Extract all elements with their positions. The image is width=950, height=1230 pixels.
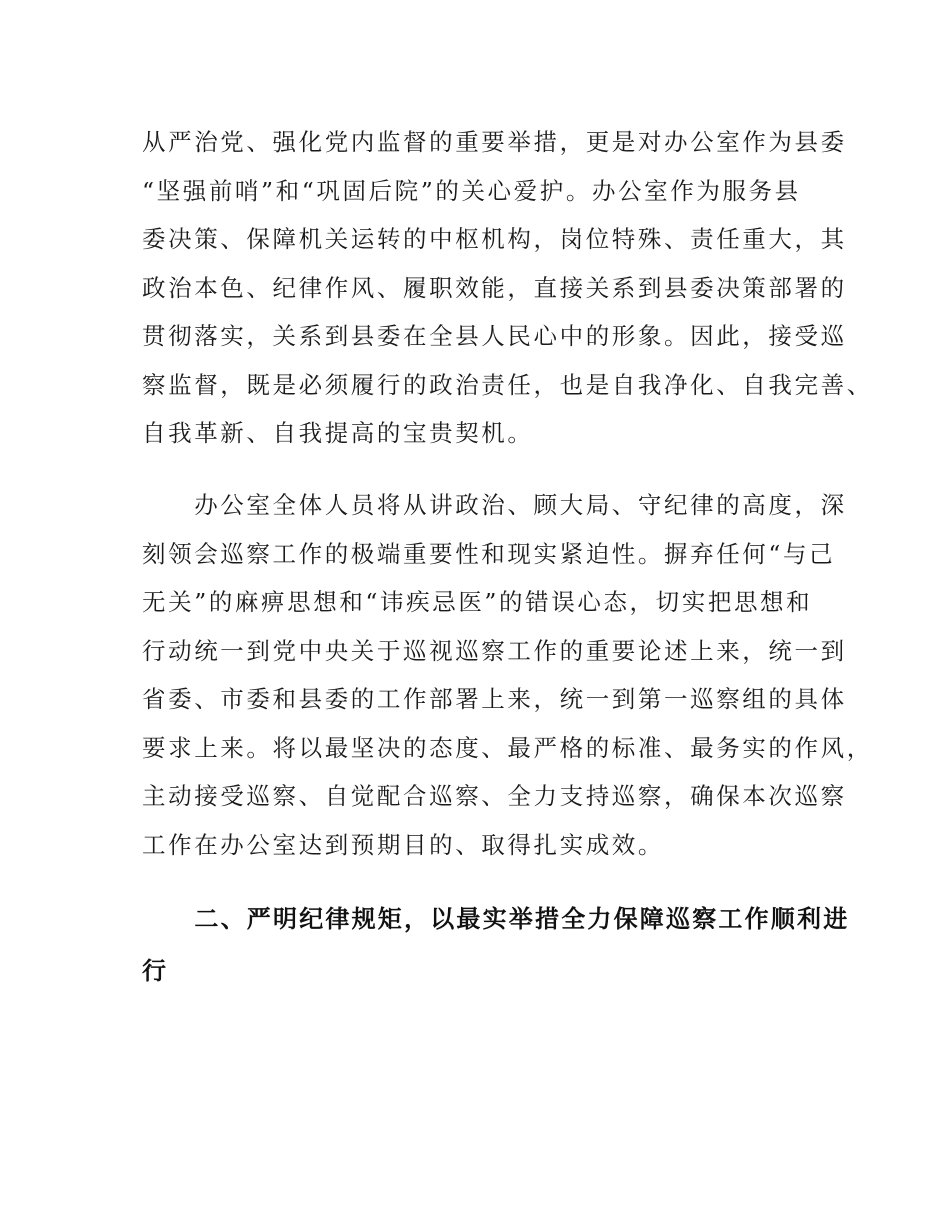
paragraph-line: 委决策、保障机关运转的中枢机构，岗位特殊、责任重大，其 xyxy=(142,225,847,253)
paragraph-line: 主动接受巡察、自觉配合巡察、全力支持巡察，确保本次巡察 xyxy=(142,782,847,810)
heading-line: 二、严明纪律规矩，以最实举措全力保障巡察工作顺利进 xyxy=(142,905,850,933)
paragraph-2 xyxy=(142,481,873,869)
paragraph-line: 行动统一到党中央关于巡视巡察工作的重要论述上来，统一到 xyxy=(142,636,847,665)
paragraph-line: 省委、市委和县委的工作部署上来，统一到第一巡察组的具体 xyxy=(142,685,847,713)
paragraph-line: “坚强前哨”和“巩固后院”的关心爱护。办公室作为服务县 xyxy=(142,176,801,205)
paragraph-1 xyxy=(142,118,873,458)
paragraph-line: 贯彻落实，关系到县委在全县人民心中的形象。因此，接受巡 xyxy=(142,322,847,350)
paragraph-line: 察监督，既是必须履行的政治责任，也是自我净化、自我完善、 xyxy=(142,370,873,399)
paragraph-line: 从严治党、强化党内监督的重要举措，更是对办公室作为县委 xyxy=(142,128,847,156)
paragraph-line: 无关”的麻痹思想和“讳疾忌医”的错误心态，切实把思想和 xyxy=(142,588,813,616)
paragraph-line: 自我革新、自我提高的宝贵契机。 xyxy=(142,419,534,447)
heading-line: 行 xyxy=(142,957,169,985)
paragraph-line: 刻领会巡察工作的极端重要性和现实紧迫性。摒弃任何“与己 xyxy=(142,539,836,568)
paragraph-line: 办公室全体人员将从讲政治、顾大局、守纪律的高度，深 xyxy=(142,491,847,519)
paragraph-line: 政治本色、纪律作风、履职效能，直接关系到县委决策部署的 xyxy=(142,273,847,302)
paragraph-line: 要求上来。将以最坚决的态度、最严格的标准、最务实的作风， xyxy=(142,733,873,762)
section-heading xyxy=(142,893,850,997)
paragraph-line: 工作在办公室达到预期目的、取得扎实成效。 xyxy=(142,830,664,859)
